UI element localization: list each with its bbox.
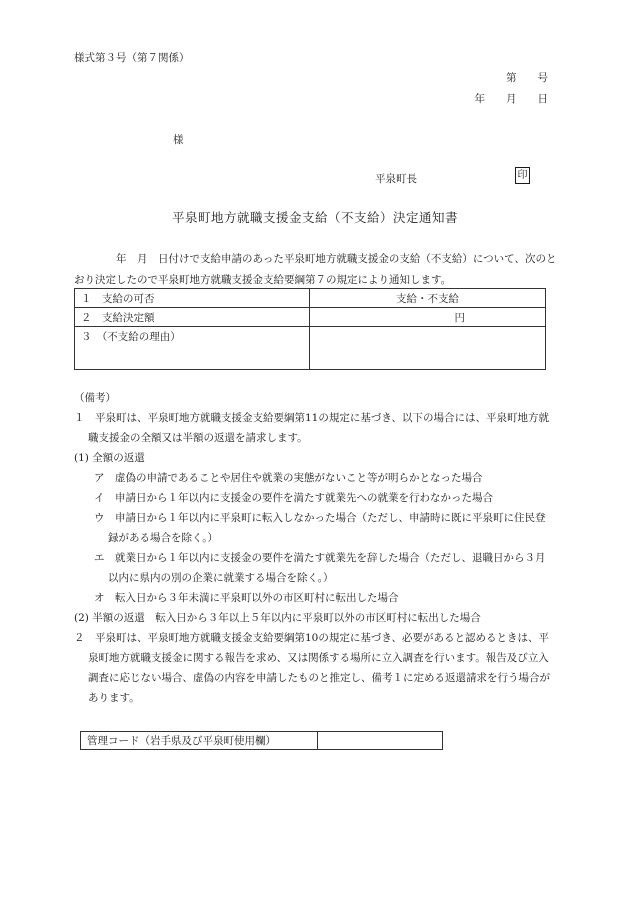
- note-i: イ 申請日から１年以内に支援金の要件を満たす就業先への就業を行わなかった場合: [94, 492, 493, 504]
- intro-text: 年 月 日付けで支給申請のあった平泉町地方就職支援金の支給（不支給）について、次のとおり決定したので平泉町地方就職支援金支給要綱第７の規定により通知します。: [74, 253, 557, 286]
- decision-table: [74, 288, 546, 370]
- row-label: １ 支給の可否: [75, 289, 310, 308]
- intro-paragraph: [74, 249, 558, 291]
- note-item-2: ２ 平泉町は、平泉町地方就職支援金支給要綱第10の規定に基づき、必要があると認めるときは、平泉町地方就職支援金に関する報告を求め、又は関係する場所に立入調査を行います。報告及び立入調査に応じない場合、虚偽の内容を申請したものと推定し、備考１に定める返還請求を行う場合があります。: [74, 632, 550, 704]
- notes-heading: （備考）: [74, 392, 116, 404]
- page-title: 平泉町地方就職支援金支給（不支給）決定通知書: [171, 210, 458, 225]
- note-u: ウ 申請日から１年以内に平泉町に転入しなかった場合（ただし、申請時に既に平泉町に住民登録がある場合を除く。）: [94, 512, 546, 544]
- row-label: ２ 支給決定額: [75, 308, 310, 327]
- row-value: 円: [310, 308, 546, 327]
- addressee: 様: [173, 134, 184, 146]
- row-label: ３ （不支給の理由）: [75, 327, 310, 370]
- document-number: 第 号: [506, 72, 548, 84]
- code-label: 管理コード（岩手県及び平泉町使用欄）: [81, 732, 318, 750]
- table-row: [75, 327, 546, 370]
- half-return: (2) 半額の返還 転入日から３年以上５年以内に平泉町以外の市区町村に転出した場合: [74, 612, 481, 624]
- notes-section: [74, 388, 554, 708]
- sender: 平泉町長: [375, 173, 417, 185]
- code-value: [318, 732, 443, 750]
- management-code-table: [80, 731, 443, 750]
- form-label: 様式第３号（第７関係）: [74, 52, 190, 64]
- full-return-heading: (1) 全額の返還: [74, 452, 145, 464]
- note-a: ア 虚偽の申請であることや居住や就業の実態がないこと等が明らかとなった場合: [94, 472, 483, 484]
- note-o: オ 転入日から３年未満に平泉町以外の市区町村に転出した場合: [94, 592, 399, 604]
- seal-stamp: 印: [515, 167, 530, 184]
- table-row: [75, 308, 546, 327]
- note-item-1: １ 平泉町は、平泉町地方就職支援金支給要綱第11の規定に基づき、以下の場合には、平泉町地方就職支援金の全額又は半額の返還を請求します。: [74, 412, 549, 444]
- table-row: [75, 289, 546, 308]
- note-e: エ 就業日から１年以内に支援金の要件を満たす就業先を辞した場合（ただし、退職日から３月以内に県内の別の企業に就業する場合を除く。）: [94, 552, 546, 584]
- row-value: 支給・不支給: [310, 289, 546, 308]
- row-value: [310, 327, 546, 370]
- document-date: 年 月 日: [474, 93, 548, 105]
- table-row: [81, 732, 443, 750]
